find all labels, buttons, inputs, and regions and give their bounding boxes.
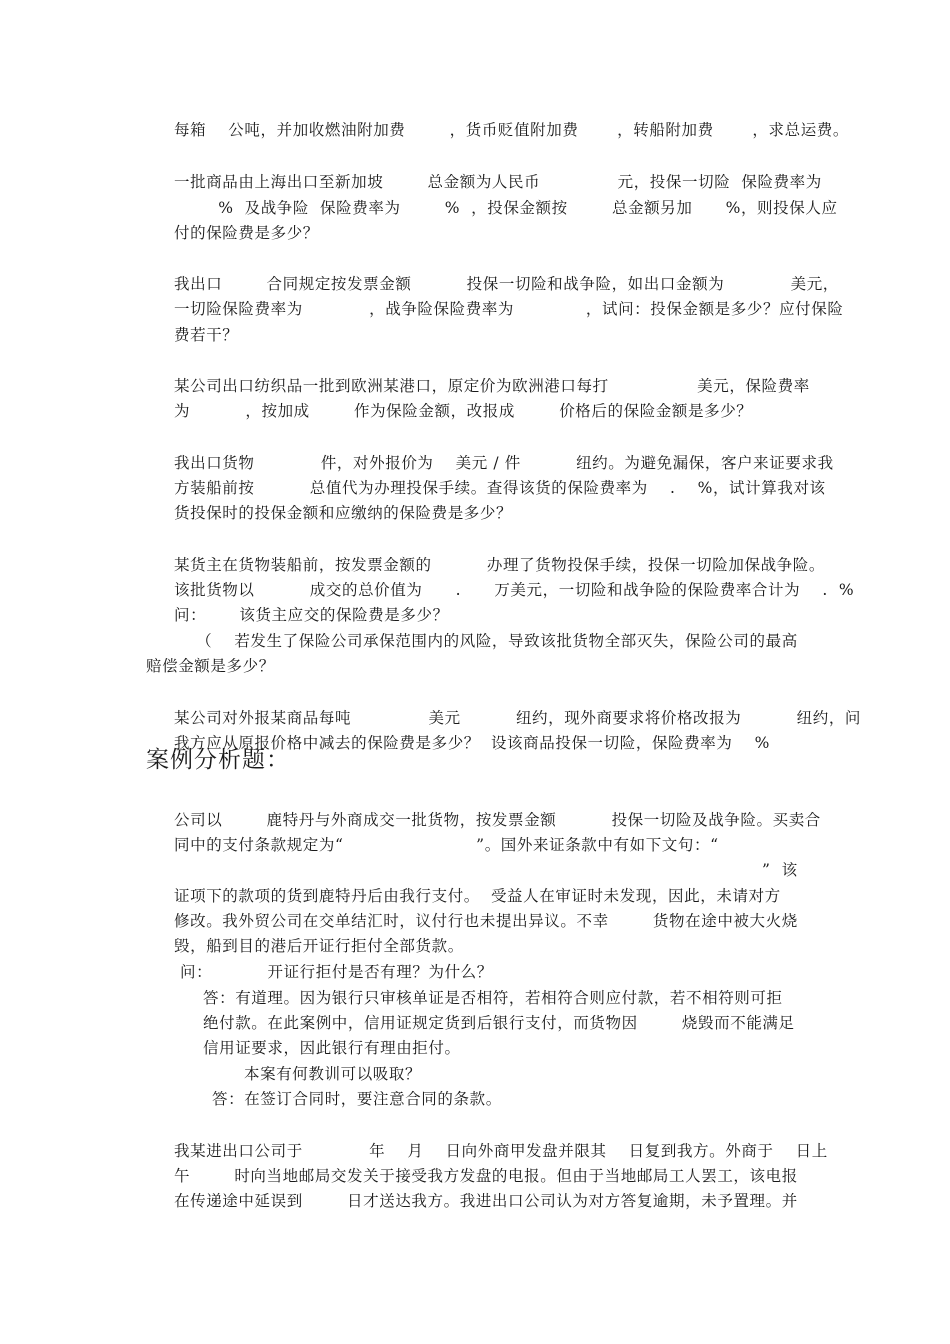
paragraph-5-line-3: 货投保时的投保金额和应缴纳的保险费是多少？ (174, 504, 513, 522)
question-1: 问： 开证行拒付是否有理？为什么？ (180, 963, 493, 981)
paragraph-6-line-5: 赔偿金额是多少？ (146, 657, 275, 675)
section-heading-case-analysis: 案例分析题： (146, 747, 290, 773)
paragraph-5-line-2: 方装船前按 总值代为办理投保手续。查得该货的保险费率为 . %，试计算我对该 (174, 479, 826, 497)
paragraph-5-line-1: 我出口货物 件，对外报价为 美元 / 件 纽约。为避免漏保，客户来证要求我 (174, 454, 834, 472)
paragraph-3-line-1: 我出口 合同规定按发票金额 投保一切险和战争险，如出口金额为 美元， (174, 275, 839, 293)
paragraph-10-line-2: 午 时向当地邮局交发关于接受我方发盘的电报。但由于当地邮局工人罢工，该电报 (174, 1167, 798, 1185)
paragraph-8-line-4: 证项下的款项的货到鹿特丹后由我行支付。 受益人在审证时未发现，因此，未请对方 (174, 887, 781, 905)
paragraph-8-line-3: ” 该 (762, 861, 798, 879)
paragraph-8-line-6: 毁，船到目的港后开证行拒付全部货款。 (174, 937, 464, 955)
answer-2: 答：在签订合同时，要注意合同的条款。 (212, 1090, 502, 1108)
paragraph-4-line-1: 某公司出口纺织品一批到欧洲某港口，原定价为欧洲港口每打 美元，保险费率 (174, 377, 810, 395)
paragraph-10-line-1: 我某进出口公司于 年 月 日向外商甲发盘并限其 日复到我方。外商于 日上 (174, 1142, 828, 1160)
paragraph-6-line-1: 某货主在货物装船前，按发票金额的 办理了货物投保手续，投保一切险加保战争险。 (174, 556, 825, 574)
paragraph-2-line-3: 付的保险费是多少？ (174, 224, 319, 242)
paragraph-6-line-4: （ 若发生了保险公司承保范围内的风险，导致该批货物全部灭失，保险公司的最高 (174, 632, 798, 650)
answer-1-line-1: 答：有道理。因为银行只审核单证是否相符，若相符合则应付款，若不相符则可拒 (203, 989, 783, 1007)
paragraph-7-line-2: 我方应从原报价格中减去的保险费是多少？ 设该商品投保一切险，保险费率为 % (174, 734, 770, 752)
paragraph-2-line-1: 一批商品由上海出口至新加坡 总金额为人民币 元，投保一切险 保险费率为 (174, 173, 822, 191)
paragraph-7-line-1: 某公司对外报某商品每吨 美元 纽约，现外商要求将价格改报为 纽约，问 (174, 709, 862, 727)
answer-1-line-3: 信用证要求，因此银行有理由拒付。 (203, 1039, 461, 1057)
question-2: 本案有何教训可以吸取？ (244, 1065, 422, 1083)
paragraph-8-line-5: 修改。我外贸公司在交单结汇时，议付行也未提出异议。不幸 货物在途中被大火烧 (174, 912, 798, 930)
paragraph-10-line-3: 在传递途中延误到 日才送达我方。我进出口公司认为对方答复逾期，未予置理。并 (174, 1192, 798, 1210)
paragraph-4-line-2: 为 ，按加成 作为保险金额，改报成 价格后的保险金额是多少？ (174, 402, 753, 420)
paragraph-8-line-2: 同中的支付条款规定为“ ”。国外来证条款中有如下文句：“ (174, 836, 719, 854)
paragraph-1-line-1: 每箱 公吨，并加收燃油附加费 ，货币贬值附加费 ，转船附加费 ，求总运费。 (174, 121, 850, 139)
paragraph-6-line-2: 该批货物以 成交的总价值为 . 万美元，一切险和战争险的保险费率合计为 . % (174, 581, 855, 599)
paragraph-2-line-2: % 及战争险 保险费率为 % ，投保金额按 总金额另加 %，则投保人应 (174, 199, 838, 217)
paragraph-6-line-3: 问： 该货主应交的保险费是多少？ (174, 606, 449, 624)
paragraph-3-line-3: 费若干？ (174, 326, 239, 344)
paragraph-8-line-1: 公司以 鹿特丹与外商成交一批货物，按发票金额 投保一切险及战争险。买卖合 (174, 811, 821, 829)
answer-1-line-2: 绝付款。在此案例中，信用证规定货到后银行支付，而货物因 烧毁而不能满足 (203, 1014, 795, 1032)
paragraph-3-line-2: 一切险保险费率为 ，战争险保险费率为 ，试问：投保金额是多少？应付保险 (174, 300, 844, 318)
